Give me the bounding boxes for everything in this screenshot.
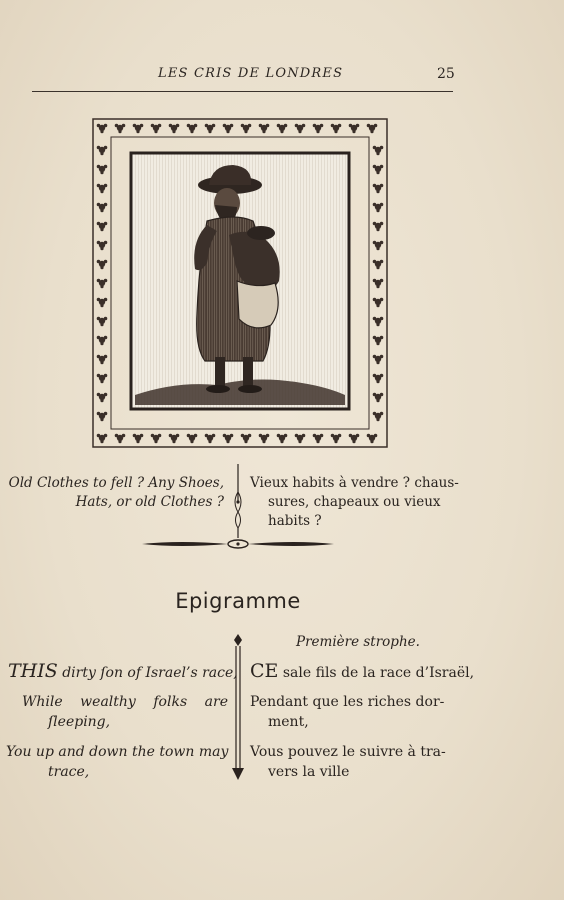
drop-capital: CE	[250, 660, 279, 682]
verse-column-divider	[228, 634, 248, 782]
verse-english-line: ſleeping,	[48, 714, 111, 730]
drop-capital: THIS	[8, 660, 58, 682]
caption-french-line: sures, chapeaux ou vieux	[268, 494, 441, 510]
verse-french-line: vers la ville	[268, 764, 350, 780]
caption-french	[250, 474, 470, 531]
verse-french-line: Vous pouvez le suivre à tra-	[250, 744, 446, 760]
page-number: 25	[437, 66, 455, 82]
caption-english-line: Old Clothes to fell ? Any Shoes,	[8, 475, 224, 491]
header-rule	[32, 91, 453, 92]
verse-english-line: You up and down the town may	[6, 744, 229, 760]
verse-french-line	[250, 660, 474, 682]
caption-english-line: Hats, or old Clothes ?	[75, 494, 224, 510]
verse-french-line: Pendant que les riches dor-	[250, 694, 445, 710]
verse-english-text: dirty ſon of Israel’s race,	[57, 665, 238, 681]
verse-french-text: sale fils de la race d’Israël,	[278, 665, 475, 681]
caption-french-line: habits ?	[268, 513, 322, 529]
caption-english	[0, 474, 224, 512]
caption-divider	[228, 462, 248, 542]
decorative-flourish	[140, 536, 336, 552]
caption-french-line: Vieux habits à vendre ? chaus-	[250, 475, 459, 491]
woodcut-illustration	[87, 113, 393, 453]
illustration-frame	[87, 113, 393, 453]
verse-english-line: trace,	[48, 764, 90, 780]
running-title: LES CRIS DE LONDRES	[158, 66, 344, 81]
verse-french-line: ment,	[268, 714, 309, 730]
strophe-label: Première strophe.	[296, 634, 420, 650]
verse-english-line: While wealthy folks are	[22, 694, 228, 710]
section-title: Epigramme	[175, 589, 301, 613]
verse-english-line	[8, 660, 238, 682]
